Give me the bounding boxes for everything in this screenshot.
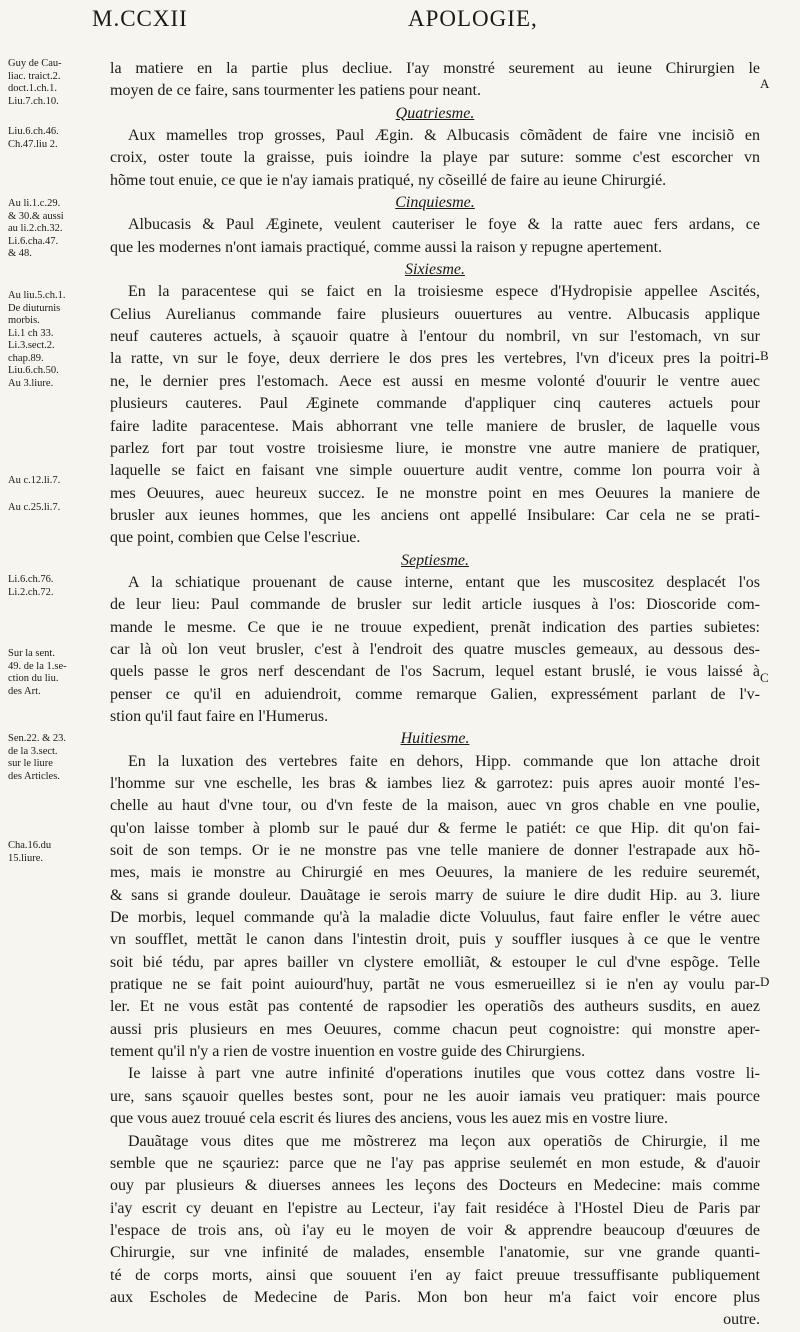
text-line: neuf cauteres actuels, à sçauoir quatre à l'entour du nombril, vn sur l'estomach, vn sur <box>110 328 760 346</box>
text-line: A la schiatique prouenant de cause interne, entant que les muscositez desplacét l'os <box>128 573 760 591</box>
margin-note: Au liu.5.ch.1. De diuturnis morbis. Li.1 ch 33. Li.3.sect.2. chap.89. Liu.6.ch.50. Au 3.liure. <box>8 290 66 389</box>
text-line: En la paracentese qui se faict en la troisiesme espece d'Hydropisie appellee Ascités, <box>128 283 760 301</box>
section-heading: Septiesme. <box>401 551 469 569</box>
text-line: que les modernes n'ont iamais practiqué, comme aussi la raison y repugne apertement. <box>110 238 663 256</box>
main-text <box>110 58 760 1332</box>
text-line: la ratte, vn sur le foye, deux derriere le dos pres les vertebres, l'vn d'iceux pres la poitri- <box>110 350 760 368</box>
section-heading: Huitiesme. <box>400 730 470 748</box>
running-title: APOLOGIE, <box>408 6 538 31</box>
catchword: outre. <box>723 1311 760 1329</box>
text-line: ouy par plusieurs & diuerses annees les leçons des Docteurs en Medecine: mais comme <box>110 1177 760 1195</box>
margin-note: Sur la sent. 49. de la 1.se- ction du liu. des Art. <box>8 648 67 697</box>
text-line: soit de son temps. Or ie ne monstre pas vne telle maniere de donner l'estrapade aux hõ- <box>110 842 760 860</box>
text-line: Albucasis & Paul Æginete, veulent cauteriser le foye & la ratte auec fers ardans, ce <box>128 216 760 234</box>
text-line: plusieurs cauteres. Paul Æginete commande d'appliquer cinq cauteres actuels pour <box>110 395 760 413</box>
margin-note: Li.6.ch.76. Li.2.ch.72. <box>8 574 54 598</box>
text-line: car là où lon veut brusler, c'est à l'endroit des quatre muscles gemeaux, au dessous des- <box>110 640 760 658</box>
text-line: Aux mamelles trop grosses, Paul Ægin. & Albucasis cõmãdent de faire vne incisiõ en <box>128 127 760 145</box>
text-line: croix, oster toute la graisse, puis ioindre la playe par suture: somme c'est escorcher vn <box>110 149 760 167</box>
folio-number: M.CCXII <box>92 6 188 31</box>
text-line: pratique ne se fait point auiourd'huy, partãt ne vous esmerueillez si ie n'en ay voulu par- <box>110 976 760 994</box>
section-letter: B <box>760 348 769 363</box>
section-letter: C <box>760 670 769 685</box>
text-line: Ie laisse à part vne autre infinité d'operations inutiles que vous cottez dans vostre li- <box>128 1065 760 1083</box>
margin-note: Au c.25.li.7. <box>8 502 61 513</box>
margin-note: Guy de Cau- liac. traict.2. doct.1.ch.1. Liu.7.ch.10. <box>8 58 62 107</box>
text-line: Chirurgie, sur vne infinité de malades, ensemble l'anatomie, sur vne grande quanti- <box>110 1244 760 1262</box>
text-line: semble que ne sçauriez: parce que ne l'ay pas apprise seulemét en mon estude, & d'auoir <box>110 1154 760 1172</box>
margin-note: Cha.16.du 15.liure. <box>8 840 52 864</box>
text-line: moyen de ce faire, sans tourmenter les patiens pour neant. <box>110 82 481 100</box>
text-line: mes Oeuures, auec heureux succez. Ie ne monstre point en mes Oeuures la maniere de <box>110 484 760 502</box>
text-line: té de corps morts, ainsi que souuent i'en ay faict preuue tressuffisante publiquement <box>110 1266 760 1284</box>
text-line: tement qu'il n'y a rien de vostre inuention en vostre guide des Chirurgiens. <box>110 1043 586 1061</box>
text-line: de leur lieu: Paul commande de brusler sur ledit article iusques à l'os: Dioscoride com- <box>110 596 760 614</box>
margin-note: Au c.12.li.7. <box>8 475 61 486</box>
section-letter: D <box>760 974 770 989</box>
text-line: vn soufflet, mettãt le canon dans l'intestin droit, puis y souffler iusques à ce que le ventre <box>110 931 760 949</box>
text-line: que vous auez trouué cela escrit és liures des anciens, vous les auez mis en vostre liure. <box>110 1110 669 1128</box>
text-line: De morbis, lequel commande qu'à la maladie dicte Voluulus, faut faire enfler le vétre auec <box>110 909 760 927</box>
text-line: l'espace de trois ans, où i'ay eu le moyen de voir & apprendre beaucoup d'œuures de <box>110 1221 760 1239</box>
text-line: mes, mais ie monstre au Chirurgié en mes Oeuures, la maniere de les reduire seuremét, <box>110 864 760 882</box>
text-line: aussi pris plusieurs en mes Oeuures, comme chacun peut cognoistre: qui monstre aper- <box>110 1020 760 1038</box>
text-line: aux Escholes de Medecine de Paris. Mon bon heur m'a faict voir encore plus <box>110 1288 760 1306</box>
text-line: chelle au haut d'vne tour, ou d'vn feste de la maison, auec vn gros chable en vne poulie, <box>110 797 760 815</box>
text-line: que point, combien que Celse l'escriue. <box>110 529 361 547</box>
section-heading: Quatriesme. <box>395 104 475 122</box>
text-line: mande le mesme. Ce que ie ne trouue expedient, prenãt indication des parties subietes: <box>110 618 760 636</box>
text-line: stion qu'il faut faire en l'Humerus. <box>110 707 329 725</box>
section-heading: Cinquiesme. <box>395 194 475 212</box>
text-line: ne, le dernier pres l'estomach. Aece est aussi en mesme volonté d'ouurir le ventre auec <box>110 372 760 390</box>
text-line: quels passe le gros nerf descendant de l'os Sacrum, lequel estant bruslé, ie vous laissé à <box>110 663 760 681</box>
text-line: hõme tout enuie, ce que ie n'ay iamais pratiqué, ny cõseillé de faire au ieune Chirurgié. <box>110 171 667 189</box>
text-line: l'homme sur vne eschelle, les bras & iambes liez & garrotez: puis apres auoir monté l'es- <box>110 775 760 792</box>
margin-note: Au li.1.c.29. & 30.& aussi au li.2.ch.32. Li.6.cha.47. & 48. <box>8 198 64 259</box>
text-line: la matiere en la partie plus decliue. I'ay monstré seurement au ieune Chirurgien le <box>110 60 760 77</box>
text-line: parlez fort par tout vostre troisiesme liure, ie monstre vne autre maniere de pratiquer, <box>110 439 760 457</box>
text-line: faire ladite paracentese. Mais abhorrant vne telle maniere de brusler, de laquelle vous <box>110 417 760 435</box>
text-line: penser ce qu'il en aduiendroit, comme remarque Galien, expressément parlant de l'v- <box>110 685 760 703</box>
text-line: i'ay escrit cy deuant en l'epistre au Lecteur, i'ay fait residéce à l'Hostel Dieu de Paris par <box>110 1199 760 1217</box>
text-line: qu'on laisse tomber à plomb sur le paué dur & ferme le patiét: ce que Hip. dit qu'on fai- <box>110 819 760 837</box>
text-line: soit bié tédu, par apres bailler vn clystere emolliãt, & estouper le cul d'vne espõge. Telle <box>110 953 760 971</box>
section-heading: Sixiesme. <box>405 261 465 279</box>
text-line: brusler aux ieunes hommes, que les anciens ont appellé Insibulare: Car cela ne se prati- <box>110 506 760 524</box>
text-line: & sans si grande douleur. Dauãtage ie serois marry de suiure le dire dudit Hip. au 3. liure <box>110 886 760 904</box>
text-line: ler. Et ne vous estãt pas contenté de rapsodier les operatiõs des autheurs susdits, en auez <box>110 998 760 1016</box>
margin-note: Liu.6.ch.46. Ch.47.liu 2. <box>8 126 59 150</box>
margin-note: Sen.22. & 23. de la 3.sect. sur le liure des Articles. <box>8 733 67 782</box>
text-line: laquelle se faict en faisant vne simple ouuerture audit ventre, comme lon pourra voir à <box>110 462 760 480</box>
text-line: Dauãtage vous dites que me mõstrerez ma leçon aux operatiõs de Chirurgie, il me <box>128 1132 760 1150</box>
text-line: Celius Aurelianus commande faire plusieurs ouuertures au ventre. Albucasis applique <box>110 305 760 323</box>
text-line: ure, sans sçauoir quelles bestes sont, pour ne les auoir iamais veu pratiquer: mais pource <box>110 1087 760 1105</box>
text-line: En la luxation des vertebres faite en dehors, Hipp. commande que lon attache droit <box>128 752 760 770</box>
section-letter: A <box>760 76 770 91</box>
